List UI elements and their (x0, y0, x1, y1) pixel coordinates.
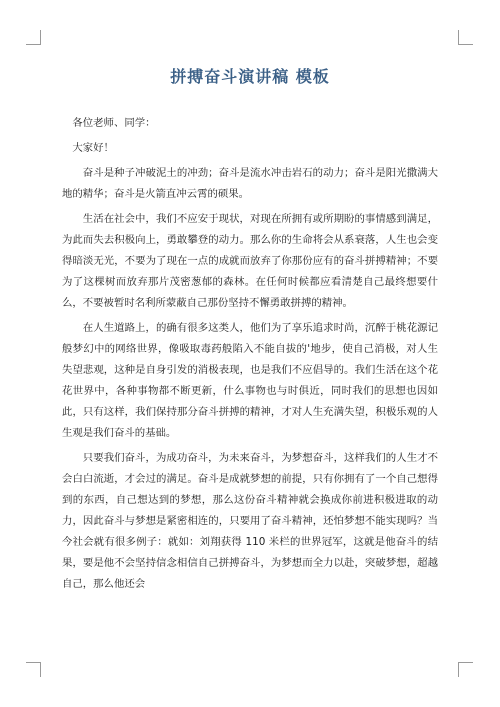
paragraph-3: 在人生道路上，的确有很多这类人，他们为了享乐追求时尚，沉醉于桃花源记般梦幻中的网络世界，像吸取毒药般陷入不能自拔的'地步，使自己消极，对人生失望悲观，这种是自身引发的消极表现，也是我们不应倡导的。我们生活在这个花花世界中，各种事物都不断更新，什么事物也与时俱近，同时我们的思想也因如此，只有这样，我们保持那分奋斗拼搏的精神，才对人生充满失望，积极乐观的人生观是我们奋斗的基础。 (62, 322, 438, 439)
document-title: 拼搏奋斗演讲稿 模板 (170, 67, 330, 86)
crop-mark-top-right (458, 30, 473, 45)
paragraph-1: 奋斗是种子冲破泥土的冲劲；奋斗是流水冲击岩石的动力；奋斗是阳光撒满大地的精华；奋斗是火箭直冲云霄的硕果。 (62, 167, 438, 200)
crop-mark-bottom-right (458, 662, 473, 677)
paragraph-4: 只要我们奋斗，为成功奋斗，为未来奋斗，为梦想奋斗，这样我们的人生才不会白白流逝，才会过的满足。奋斗是成就梦想的前提，只有你拥有了一个自己想得到的东西，自己想达到的梦想，那么这份奋斗精神就会换成你前进积极进取的动力，因此奋斗与梦想是紧密相连的，只要用了奋斗精神，还怕梦想不能实现吗？当今社会就有很多例子：就如：刘翔获得 110 米栏的世界冠军，这就是他奋斗的结果，要是他不会坚持信念相信自己拼搏奋斗，为梦想而全力以赴，突破梦想，超越自己，那么他还会 (62, 452, 438, 590)
crop-mark-top-left (26, 30, 41, 45)
salutation: 各位老师、同学： (72, 117, 156, 129)
greeting: 大家好！ (72, 142, 114, 154)
paragraph-2: 生活在社会中，我们不应安于现状，对现在所拥有或所期盼的事情感到满足，为此而失去积极向上，勇敢攀登的动力。那么你的生命将会从系衰落，人生也会变得暗淡无光，不要为了现在一点的成就而放弃了你那份应有的奋斗拼搏精神；不要为了这棵树而放弃那片茂密葱郁的森林。在任何时候都应看清楚自己最终想要什么，不要被暂时名利所蒙蔽自己那份坚持不懈勇敢拼搏的精神。 (62, 213, 438, 309)
document-body (62, 113, 438, 599)
crop-mark-bottom-left (26, 662, 41, 677)
